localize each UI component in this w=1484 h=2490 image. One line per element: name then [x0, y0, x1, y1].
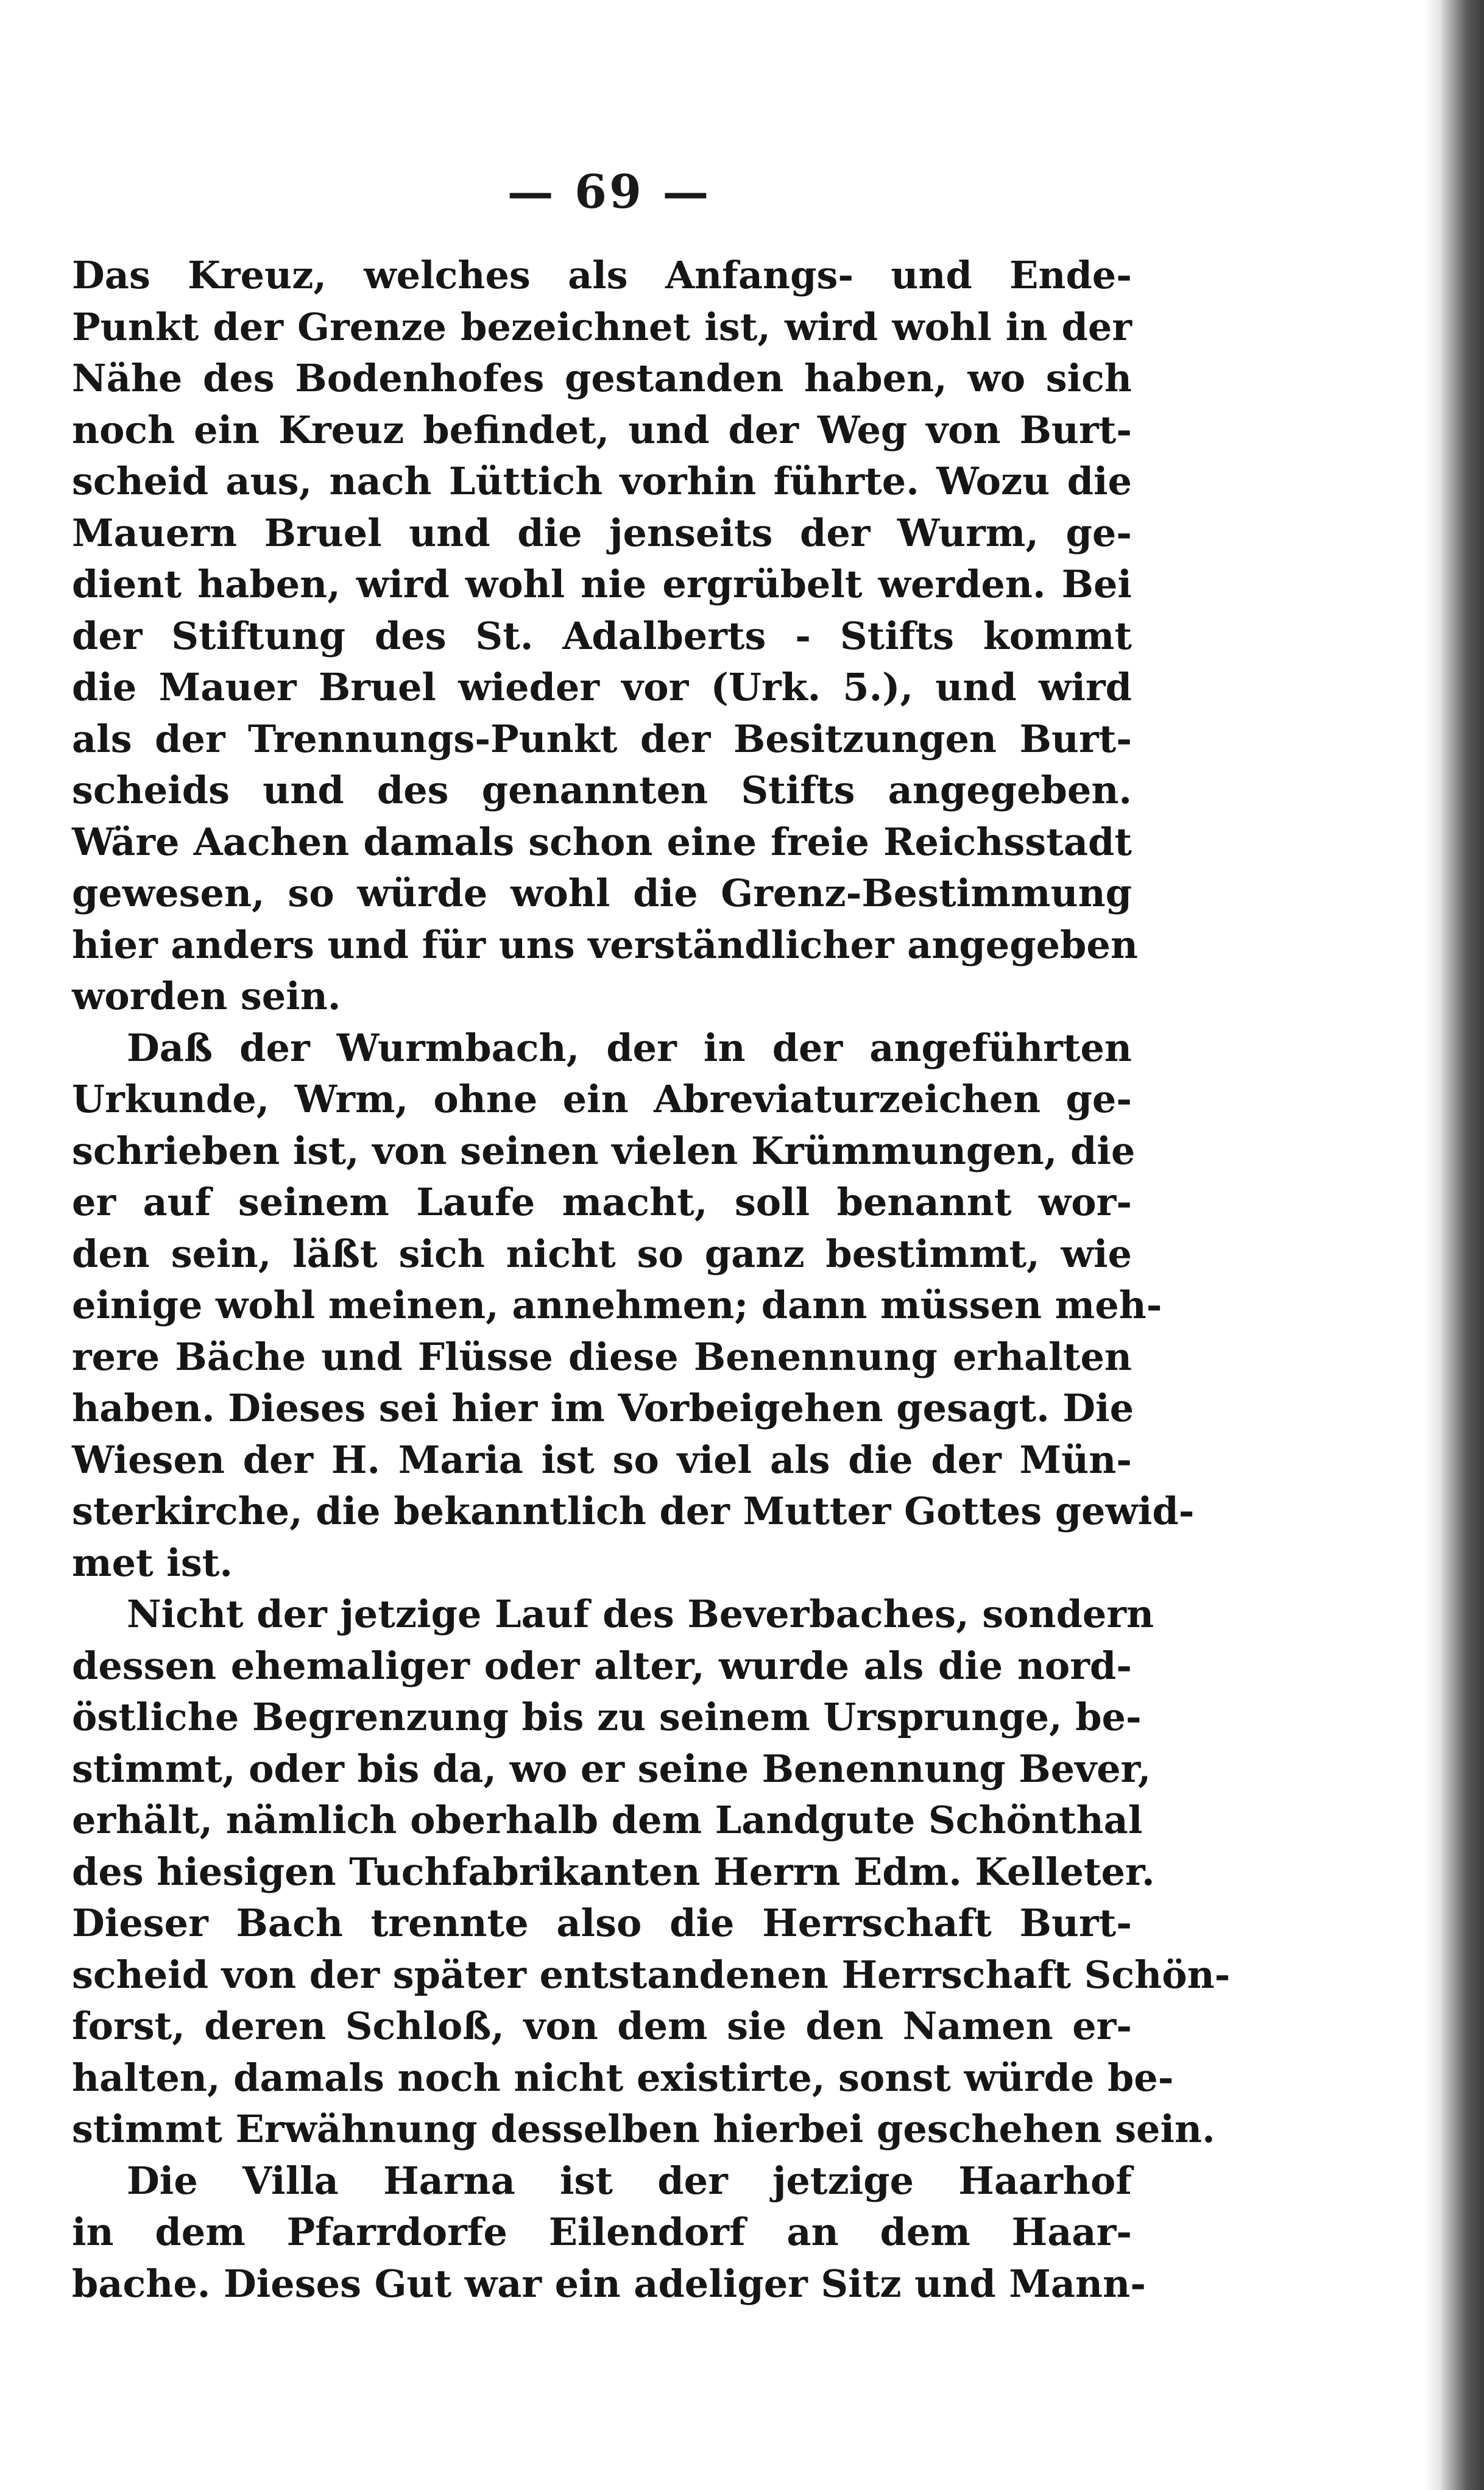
- text-line: Urkunde, Wrm, ohne ein Abreviaturzeichen ge-: [72, 1077, 1132, 1121]
- text-line: östliche Begrenzung bis zu seinem Ursprunge, be-: [72, 1695, 1142, 1739]
- text-line: sterkirche, die bekanntlich der Mutter Gottes gewid-: [72, 1489, 1195, 1533]
- text-line: in dem Pfarrdorfe Eilendorf an dem Haar-: [72, 2210, 1132, 2254]
- text-line: stimmt, oder bis da, wo er seine Benennung Bever,: [72, 1746, 1151, 1791]
- text-line: dient haben, wird wohl nie ergrübelt werden. Bei: [72, 562, 1132, 606]
- text-line: Dieser Bach trennte also die Herrschaft Burt-: [72, 1901, 1132, 1945]
- text-line: einige wohl meinen, annehmen; dann müssen meh-: [72, 1283, 1162, 1327]
- text-line: noch ein Kreuz befindet, und der Weg von Burt-: [72, 407, 1132, 452]
- text-line: worden sein.: [72, 974, 341, 1018]
- text-line: bache. Dieses Gut war ein adeliger Sitz und Mann-: [72, 2261, 1146, 2306]
- text-line: gewesen, so würde wohl die Grenz-Bestimmung: [72, 871, 1132, 915]
- text-line: stimmt Erwähnung desselben hierbei geschehen sein.: [72, 2107, 1215, 2151]
- text-line: Daß der Wurmbach, der in der angeführten: [127, 1025, 1132, 1070]
- text-line: der Stiftung des St. Adalberts - Stifts kommt: [72, 613, 1132, 658]
- text-line: Nähe des Bodenhofes gestanden haben, wo sich: [72, 356, 1132, 400]
- text-line: haben. Dieses sei hier im Vorbeigehen gesagt. Die: [72, 1386, 1134, 1430]
- text-line: Mauern Bruel und die jenseits der Wurm, ge-: [72, 510, 1132, 555]
- text-line: erhält, nämlich oberhalb dem Landgute Schönthal: [72, 1798, 1143, 1842]
- text-line: schrieben ist, von seinen vielen Krümmungen, die: [72, 1128, 1136, 1173]
- text-line: die Mauer Bruel wieder vor (Urk. 5.), und wird: [72, 665, 1132, 709]
- text-line: dessen ehemaliger oder alter, wurde als die nord-: [72, 1643, 1132, 1688]
- text-line: Das Kreuz, welches als Anfangs- und Ende-: [72, 253, 1132, 297]
- text-line: als der Trennungs-Punkt der Besitzungen Burt-: [72, 716, 1132, 761]
- text-line: scheid von der später entstandenen Herrschaft Schön-: [72, 1952, 1231, 1997]
- text-line: hier anders und für uns verständlicher angegeben: [72, 922, 1138, 967]
- text-line: scheid aus, nach Lüttich vorhin führte. Wozu die: [72, 459, 1132, 503]
- body-text: [72, 250, 1231, 2310]
- text-line: Wiesen der H. Maria ist so viel als die der Mün-: [72, 1437, 1132, 1482]
- text-line: Punkt der Grenze bezeichnet ist, wird wohl in der: [72, 304, 1132, 349]
- text-line: Wäre Aachen damals schon eine freie Reichsstadt: [72, 819, 1132, 864]
- text-line: den sein, läßt sich nicht so ganz bestimmt, wie: [72, 1231, 1132, 1276]
- text-line: rere Bäche und Flüsse diese Benennung erhalten: [72, 1334, 1132, 1379]
- page-number: — 69 —: [507, 165, 712, 219]
- book-binding-edge: [1441, 0, 1484, 2490]
- text-line: met ist.: [72, 1540, 233, 1585]
- text-line: er auf seinem Laufe macht, soll benannt wor-: [72, 1180, 1132, 1224]
- text-line: des hiesigen Tuchfabrikanten Herrn Edm. Kelleter.: [72, 1849, 1155, 1894]
- text-line: forst, deren Schloß, von dem sie den Namen er-: [72, 2004, 1132, 2048]
- text-line: halten, damals noch nicht existirte, sonst würde be-: [72, 2055, 1174, 2100]
- text-line: Nicht der jetzige Lauf des Beverbaches, sondern: [127, 1592, 1154, 1636]
- text-line: scheids und des genannten Stifts angegeben.: [72, 768, 1132, 812]
- text-line: Die Villa Harna ist der jetzige Haarhof: [127, 2158, 1132, 2203]
